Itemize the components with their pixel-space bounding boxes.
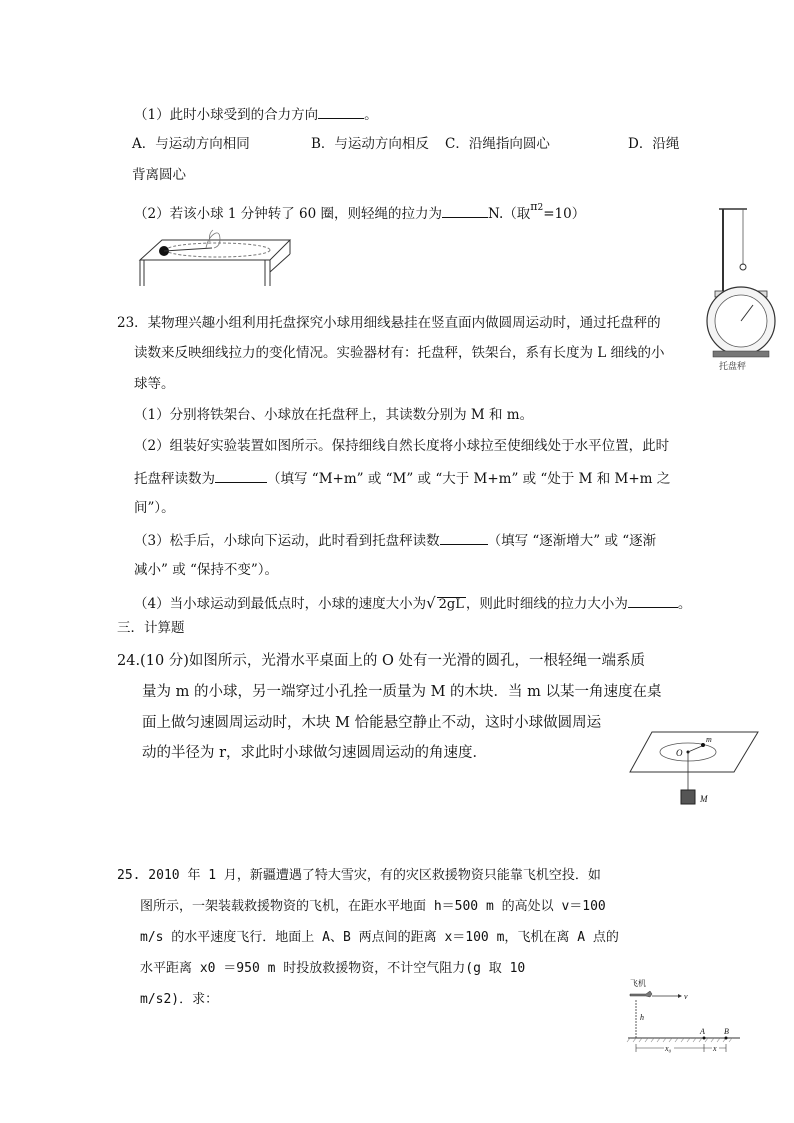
plane-drop-figure	[626, 976, 746, 1054]
svg-text:h: h	[640, 1013, 644, 1022]
q23-step3a: （3）松手后，小球向下运动，此时看到托盘秤读数 （填写 “逐渐增大” 或 “逐渐	[134, 530, 656, 550]
answer-blank[interactable]	[215, 468, 267, 483]
svg-text:m: m	[706, 735, 712, 744]
q22-option-b: B．与运动方向相反	[311, 136, 429, 152]
q23-step2c: 间”）。	[134, 500, 175, 516]
q24-line2: 量为 m 的小球，另一端穿过小孔拴一质量为 M 的木块．当 m 以某一角速度在桌	[142, 684, 662, 700]
q22-option-c: C．沿绳指向圆心	[445, 136, 550, 152]
answer-blank[interactable]	[628, 593, 678, 608]
answer-blank[interactable]	[440, 530, 488, 545]
q23-line1: 23．某物理兴趣小组利用托盘探究小球用细线悬挂在竖直面内做圆周运动时，通过托盘秤的	[117, 315, 661, 331]
q25-line2: 图所示，一架装载救援物资的飞机，在距水平地面 h＝500 m 的高处以 v＝100	[140, 899, 606, 914]
svg-text:M: M	[700, 794, 708, 804]
q24-line1: 24.(10 分)如图所示，光滑水平桌面上的 O 处有一光滑的圆孔，一根轻绳一端系质	[117, 653, 646, 669]
q25-line5: m/s2)．求：	[140, 992, 219, 1007]
block-icon	[681, 790, 695, 804]
table-ball-figure	[134, 228, 294, 290]
q25-line3: m/s 的水平速度飞行．地面上 A、B 两点间的距离 x＝100 m，飞机在离 A 点的	[140, 930, 619, 945]
svg-text:B: B	[724, 1027, 729, 1036]
plane-icon	[630, 991, 652, 997]
tray-scale-figure	[703, 203, 783, 373]
q23-step1: （1）分别将铁架台、小球放在托盘秤上，其读数分别为 M 和 m。	[134, 407, 534, 423]
answer-blank[interactable]	[442, 203, 488, 218]
q25-line1: 25. 2010 年 1 月，新疆遭遇了特大雪灾，有的灾区救援物资只能靠飞机空投．如	[117, 868, 601, 883]
q24-line3: 面上做匀速圆周运动时，木块 M 恰能悬空静止不动，这时小球做圆周运	[142, 715, 602, 731]
svg-text:v: v	[684, 992, 688, 1001]
svg-text:A: A	[700, 1027, 705, 1036]
q23-line3: 球等。	[134, 376, 175, 392]
svg-text:x: x	[713, 1044, 717, 1053]
q23-step2a: （2）组装好实验装置如图所示。保持细线自然长度将小球拉至使细线处于水平位置，此时	[134, 438, 670, 454]
answer-blank[interactable]	[318, 104, 364, 119]
q23-step3b: 减小” 或 “保持不变”）。	[134, 562, 279, 578]
q22-option-d-cont: 背离圆心	[132, 167, 186, 183]
hole-table-figure	[628, 728, 762, 812]
q22-option-a: A．与运动方向相同	[132, 136, 250, 152]
q22-part2: （2）若该小球 1 分钟转了 60 圈，则轻绳的拉力为 N.（取$^{\pi 2}$=10）	[134, 200, 586, 222]
svg-text:飞机: 飞机	[630, 979, 646, 988]
sqrt-sign: √	[426, 594, 436, 612]
svg-text:O: O	[676, 748, 683, 758]
scale-label: 托盘秤	[719, 361, 747, 371]
q22-option-d: D．沿绳	[628, 136, 680, 152]
section-title: 三．计算题	[117, 620, 185, 636]
q25-line4: 水平距离 x0 ＝950 m 时投放救援物资，不计空气阻力(g 取 10	[140, 961, 526, 976]
q23-step4: （4）当小球运动到最低点时，小球的速度大小为√ 2gL ，则此时细线的拉力大小为 。	[134, 594, 692, 612]
q23-line2: 读数来反映细线拉力的变化情况。实验器材有：托盘秤，铁架台，系有长度为 L 细线的小	[134, 345, 665, 361]
q23-step2b: 托盘秤读数为 （填写 “M+m” 或 “M” 或 “大于 M+m” 或 “处于 M 和 M+m 之	[134, 468, 670, 488]
svg-text:x₀: x₀	[665, 1044, 672, 1053]
q24-line4: 动的半径为 r，求此时小球做匀速圆周运动的角速度．	[142, 745, 488, 761]
q22-part1: （1）此时小球受到的合力方向 。	[134, 104, 378, 124]
ball-icon	[701, 743, 705, 747]
